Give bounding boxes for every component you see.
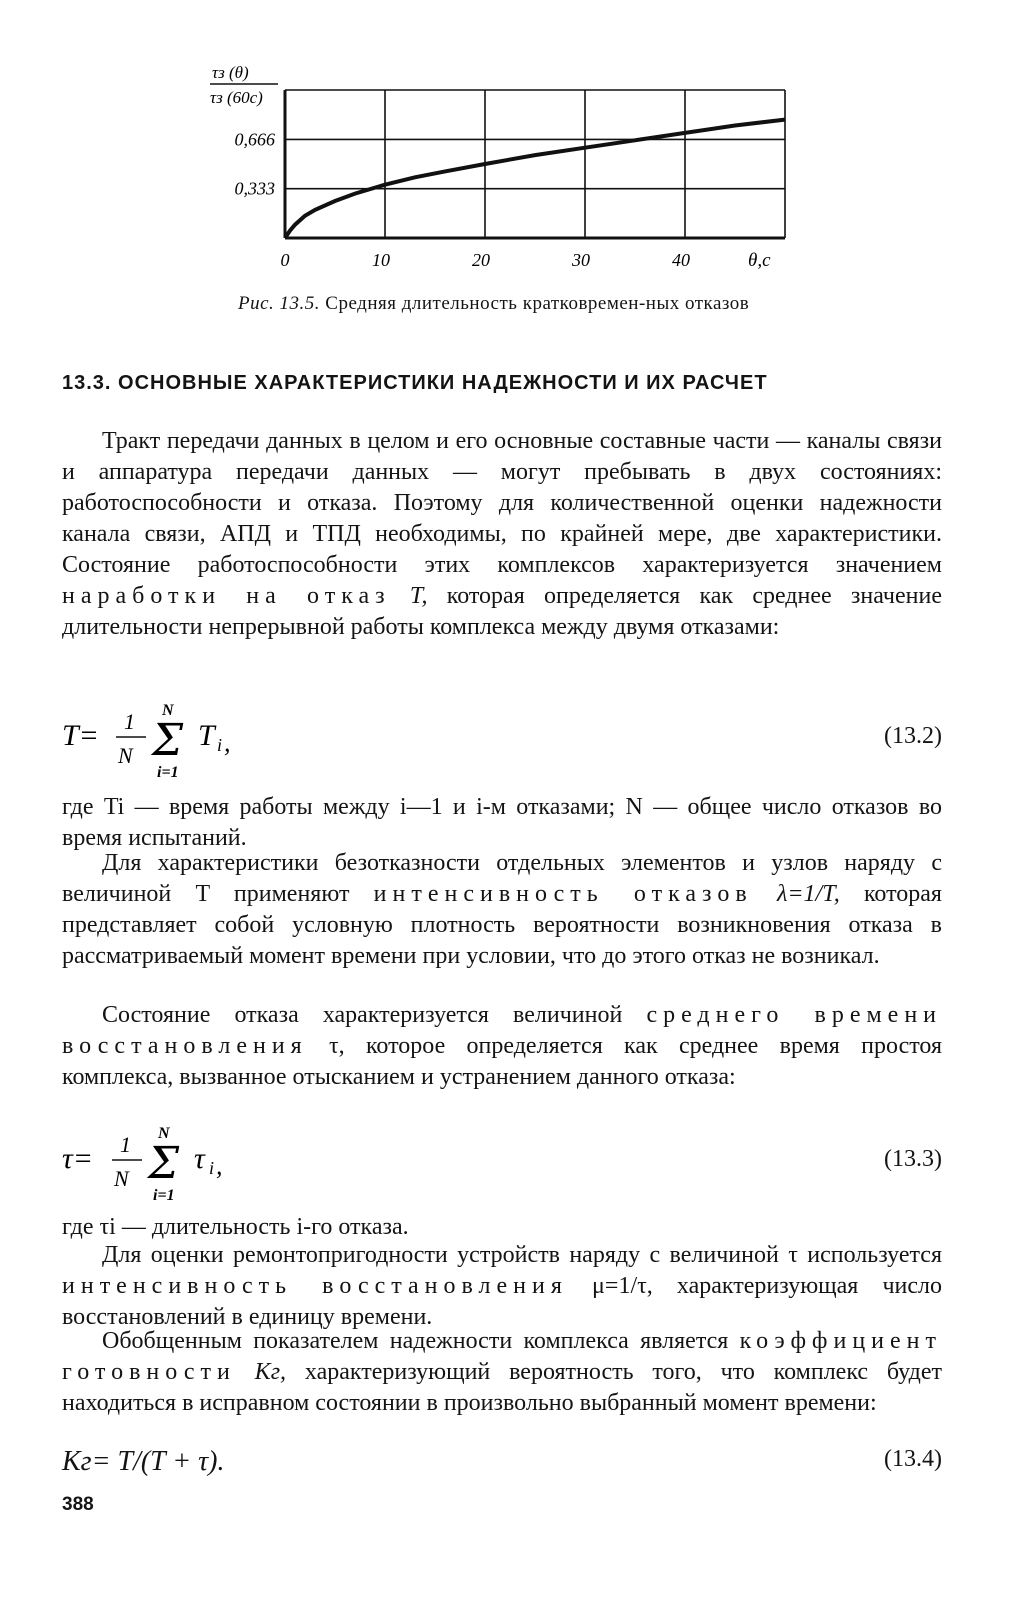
y-tick-label: 0,666 — [234, 129, 275, 150]
equation-13-2-expression — [62, 695, 322, 785]
series-line — [285, 120, 785, 238]
y-axis-label-bottom: τз (60с) — [210, 88, 263, 107]
paragraph-3-part-b: которая представляет собой условную плотность вероятности возникновения отказа в рассматриваемый момент времени при условии, что до этого отказ не возникал. — [62, 881, 942, 969]
term-availability: коэффициент готовности — [62, 1328, 942, 1385]
term-failure-rate: интенсивность отказов — [373, 881, 753, 907]
paragraph-4-part-b: τ, которое определяется как среднее время простоя комплекса, вызванное отысканием и устранением данного отказа: — [62, 1033, 942, 1090]
section-heading: 13.3. ОСНОВНЫЕ ХАРАКТЕРИСТИКИ НАДЕЖНОСТИ И ИХ РАСЧЕТ — [62, 372, 768, 394]
svg-text:,: , — [224, 728, 231, 757]
paragraph-3-part-a: Для характеристики безотказности отдельных элементов и узлов наряду с величиной T применяют — [62, 850, 942, 907]
equation-13-3-number: (13.3) — [884, 1146, 942, 1172]
svg-text:Σ: Σ — [152, 715, 184, 766]
paragraph-7 — [62, 1326, 942, 1419]
svg-text:i=1: i=1 — [157, 764, 179, 781]
svg-text:1: 1 — [120, 1132, 131, 1157]
symbol-lambda: λ=1/T, — [752, 881, 840, 907]
svg-text:T=: T= — [62, 719, 99, 752]
paragraph-4 — [62, 1000, 942, 1093]
svg-text:N: N — [118, 743, 133, 768]
svg-text:Σ: Σ — [148, 1138, 180, 1189]
chart — [200, 50, 800, 290]
x-tick-label: 40 — [672, 250, 690, 270]
x-tick-label: 30 — [572, 250, 590, 270]
svg-text:,: , — [216, 1151, 223, 1180]
svg-text:1: 1 — [124, 709, 135, 734]
svg-text:T: T — [198, 719, 215, 752]
figure-caption-label: Рис. 13.5. — [238, 293, 321, 314]
chart-grid — [285, 90, 785, 238]
paragraph-5: где τi — длительность i-го отказа. — [62, 1214, 409, 1240]
equation-13-4 — [62, 1446, 942, 1482]
equation-13-4-number: (13.4) — [884, 1446, 942, 1472]
paragraph-7-part-a: Обобщенным показателем надежности комплекса является — [102, 1328, 740, 1354]
svg-text:N: N — [114, 1166, 129, 1191]
equation-13-4-expression: Kг= T/(T + τ). — [62, 1446, 225, 1477]
paragraph-6-part-b: μ=1/τ, характеризующая число восстановлений в единицу времени. — [62, 1273, 943, 1330]
paragraph-6 — [62, 1240, 942, 1333]
paragraph-1-part-a: Тракт передачи данных в целом и его основные составные части — каналы связи и аппаратура передачи данных — могут пребывать в двух состояниях: работоспособности и отказа. Поэтому для количественной оценки надежности канала связи, АПД и ТПД необходимы, по крайней мере, две характеристики. Состояние работоспособности этих комплексов характеризуется значением — [62, 428, 942, 578]
svg-text:N: N — [162, 702, 174, 719]
x-tick-label: 20 — [472, 250, 490, 270]
equation-13-3-expression — [62, 1118, 322, 1208]
symbol-T: T, — [409, 583, 428, 609]
equation-13-2 — [62, 695, 942, 785]
equation-13-2-number: (13.2) — [884, 723, 942, 749]
svg-text:i: i — [217, 735, 223, 755]
svg-text:i=1: i=1 — [153, 1187, 175, 1204]
svg-text:i: i — [209, 1158, 215, 1178]
figure-caption — [238, 292, 798, 316]
chart-ticks — [235, 129, 691, 270]
x-axis-label: θ,с — [748, 250, 771, 271]
paragraph-1-part-b: которая определяется как среднее значение длительности непрерывной работы комплекса между двумя отказами: — [62, 583, 942, 640]
paragraph-4-part-a: Состояние отказа характеризуется величиной — [102, 1002, 647, 1028]
paragraph-6-part-a: Для оценки ремонтопригодности устройств наряду с величиной τ используется — [102, 1242, 942, 1268]
page-number: 388 — [62, 1494, 94, 1515]
x-tick-label: 10 — [372, 250, 390, 270]
paragraph-2: где Ti — время работы между i—1 и i-м отказами; N — общее число отказов во время испытаний. — [62, 794, 942, 851]
symbol-Kg: Kг, — [235, 1359, 287, 1385]
term-repair-rate: интенсивность восстановления — [62, 1273, 568, 1299]
paragraph-7-part-b: характеризующий вероятность того, что комплекс будет находиться в исправном состоянии в произвольно выбранный момент времени: — [62, 1359, 942, 1416]
equation-13-3 — [62, 1118, 942, 1208]
paragraph-1 — [62, 426, 942, 643]
figure-caption-text: Средняя длительность кратковремен-ных отказов — [325, 293, 750, 314]
y-axis-label-top: τз (θ) — [212, 63, 249, 82]
svg-text:τ=: τ= — [62, 1142, 93, 1175]
term-mttr: среднего времени восстановления — [62, 1002, 943, 1059]
svg-text:τ: τ — [194, 1142, 205, 1175]
figure-13-5 — [200, 50, 800, 290]
y-tick-label: 0,333 — [234, 178, 275, 199]
paragraph-3 — [62, 848, 942, 972]
x-tick-label: 0 — [280, 250, 290, 270]
svg-text:N: N — [158, 1125, 170, 1142]
term-mtbf: наработки на отказ — [62, 583, 391, 609]
